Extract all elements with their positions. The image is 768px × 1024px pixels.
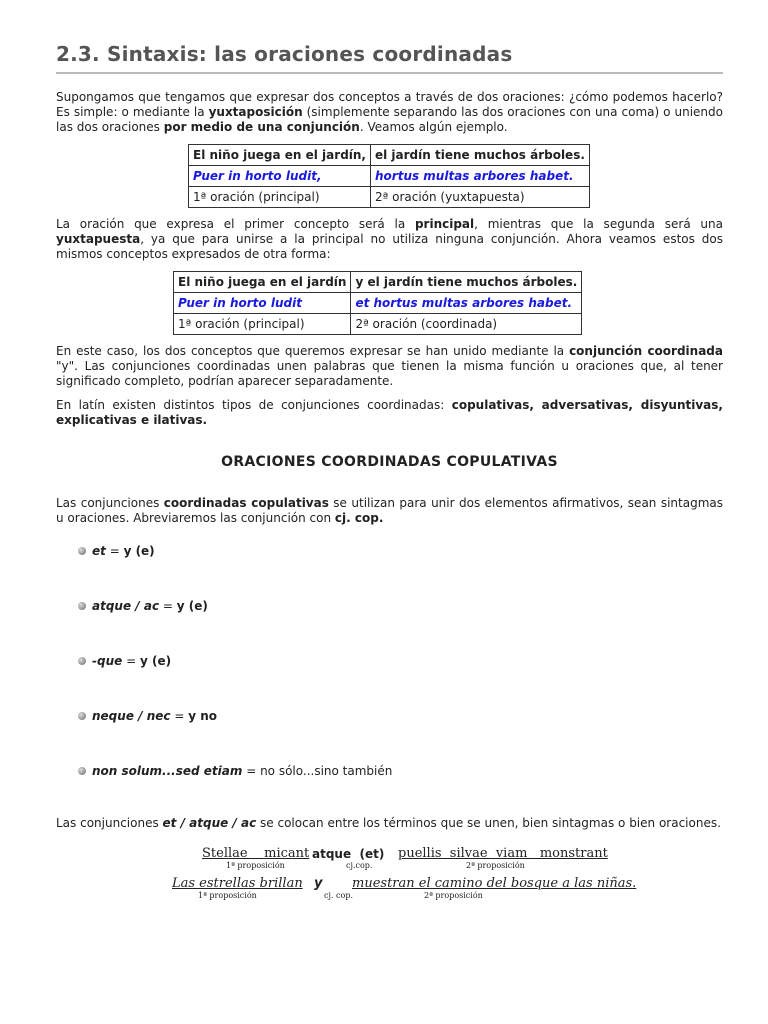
table-row	[189, 166, 590, 187]
paragraph-copulativas	[56, 496, 723, 526]
text: En este caso, los dos conceptos que queremos expresar se han unido mediante la	[56, 344, 570, 358]
table-cell: et hortus multas arbores habet.	[351, 293, 582, 314]
translation: no sólo...sino también	[260, 763, 393, 778]
table-cell: el jardín tiene muchos árboles.	[371, 145, 590, 166]
table-cell: 1ª oración (principal)	[174, 314, 351, 335]
text: (simplemente separando las dos oraciones con una coma) o uniendo las dos oraciones	[56, 105, 723, 134]
latin-term: atque / ac	[92, 598, 160, 613]
text: . Veamos algún ejemplo.	[359, 120, 508, 134]
sublabel: cj.cop.	[346, 861, 373, 870]
equals: =	[122, 653, 140, 668]
article	[56, 0, 723, 900]
list-item	[78, 653, 723, 668]
spanish-conjunction: y	[314, 876, 323, 891]
spanish-clause-1: Las estrellas brillan	[172, 876, 303, 891]
text: "y". Las conjunciones coordinadas unen palabras que tienen la misma función u oraciones que, al tener significado completo, podrían aparecer separadamente.	[56, 359, 723, 388]
list-item	[78, 708, 723, 723]
bold-term: conjunción coordinada	[569, 344, 723, 358]
table-cell: Puer in horto ludit	[174, 293, 351, 314]
latin-term: neque / nec	[92, 708, 171, 723]
text: Supongamos que tengamos que expresar dos conceptos a través de dos oraciones: ¿cómo podemos hacerlo? Es simple: o mediante la	[56, 90, 723, 119]
equals: =	[170, 708, 189, 723]
sublabel: 1ª proposición	[198, 891, 257, 900]
example-diagram	[172, 846, 723, 900]
translation: y no	[188, 708, 217, 723]
paragraph-tipos	[56, 398, 723, 428]
latin-term: et	[92, 543, 106, 558]
bold-term: coordinadas copulativas	[163, 496, 329, 510]
latin-sublabels	[202, 861, 723, 870]
sublabel: 1ª proposición	[226, 861, 285, 870]
latin-term: -que	[92, 653, 123, 668]
paragraph-conjuncion	[56, 344, 723, 389]
sublabel: cj. cop.	[324, 891, 354, 900]
list-item	[78, 543, 723, 558]
list-item	[78, 763, 723, 778]
table-cell: hortus multas arbores habet.	[371, 166, 590, 187]
text: En latín existen distintos tipos de conjunciones coordinadas:	[56, 398, 452, 412]
table-cell: El niño juega en el jardín	[174, 272, 351, 293]
text: , mientras que la segunda será una	[474, 217, 724, 231]
spanish-sublabels	[172, 891, 723, 900]
table-cell: El niño juega en el jardín,	[189, 145, 371, 166]
bold-term: yuxtapuesta	[56, 232, 141, 246]
table-cell: Puer in horto ludit,	[189, 166, 371, 187]
spanish-sentence	[172, 876, 723, 891]
bold-term: por medio de una conjunción	[163, 120, 360, 134]
translation: y (e)	[123, 543, 155, 558]
bullet-icon	[78, 657, 86, 665]
latin-clause-2: puellis silvae viam monstrant	[398, 846, 608, 861]
table-row	[174, 272, 582, 293]
table-cell: 2ª oración (coordinada)	[351, 314, 582, 335]
bullet-icon	[78, 602, 86, 610]
latin-clause-1: Stellae micant	[202, 846, 310, 861]
text: Las conjunciones	[56, 816, 163, 830]
intro-paragraph	[56, 90, 723, 135]
table-row	[189, 187, 590, 208]
bullet-icon	[78, 712, 86, 720]
sublabel: 2ª proposición	[424, 891, 483, 900]
text: La oración que expresa el primer concepto será la	[56, 217, 415, 231]
example-table-coordinada	[173, 271, 582, 335]
table-cell: 2ª oración (yuxtapuesta)	[371, 187, 590, 208]
section-title: ORACIONES COORDINADAS COPULATIVAS	[221, 454, 558, 470]
page-title: 2.3. Sintaxis: las oraciones coordinadas	[56, 0, 723, 74]
table-row	[189, 145, 590, 166]
translation: y (e)	[176, 598, 208, 613]
latin-conjunction: atque (et)	[312, 847, 385, 861]
table-cell: 1ª oración (principal)	[189, 187, 371, 208]
equals: =	[159, 598, 177, 613]
spanish-clause-2: muestran el camino del bosque a las niñas.	[352, 876, 637, 891]
conjunction-list	[78, 543, 723, 778]
text: se utilizan para unir dos elementos afirmativos, sean sintagmas u oraciones. Abreviaremos las conjunción con	[56, 496, 723, 525]
equals: =	[105, 543, 124, 558]
text: Las conjunciones	[56, 496, 164, 510]
bold-term: principal	[414, 217, 475, 231]
example-table-yuxtapuesta	[188, 144, 590, 208]
bold-term: copulativas, adversativas, disyuntivas, explicativas e ilativas.	[56, 398, 723, 427]
bold-term: et / atque / ac	[162, 816, 257, 830]
bold-term: yuxtaposición	[208, 105, 303, 119]
translation: y (e)	[139, 653, 172, 668]
list-item	[78, 598, 723, 613]
paragraph-posicion	[56, 816, 723, 831]
table-row	[174, 314, 582, 335]
bold-term: cj. cop.	[334, 511, 384, 525]
bullet-icon	[78, 547, 86, 555]
latin-sentence	[202, 846, 723, 861]
paragraph-principal	[56, 217, 723, 262]
bullet-icon	[78, 767, 86, 775]
text: , ya que para unirse a la principal no utiliza ninguna conjunción. Ahora veamos estos dos mismos conceptos expresados de otra forma:	[56, 232, 723, 261]
sublabel: 2ª proposición	[466, 861, 525, 870]
table-cell: y el jardín tiene muchos árboles.	[351, 272, 582, 293]
latin-term: non solum...sed etiam	[92, 763, 243, 778]
table-row	[174, 293, 582, 314]
text: se colocan entre los términos que se unen, bien sintagmas o bien oraciones.	[256, 816, 721, 830]
equals: =	[242, 763, 261, 778]
